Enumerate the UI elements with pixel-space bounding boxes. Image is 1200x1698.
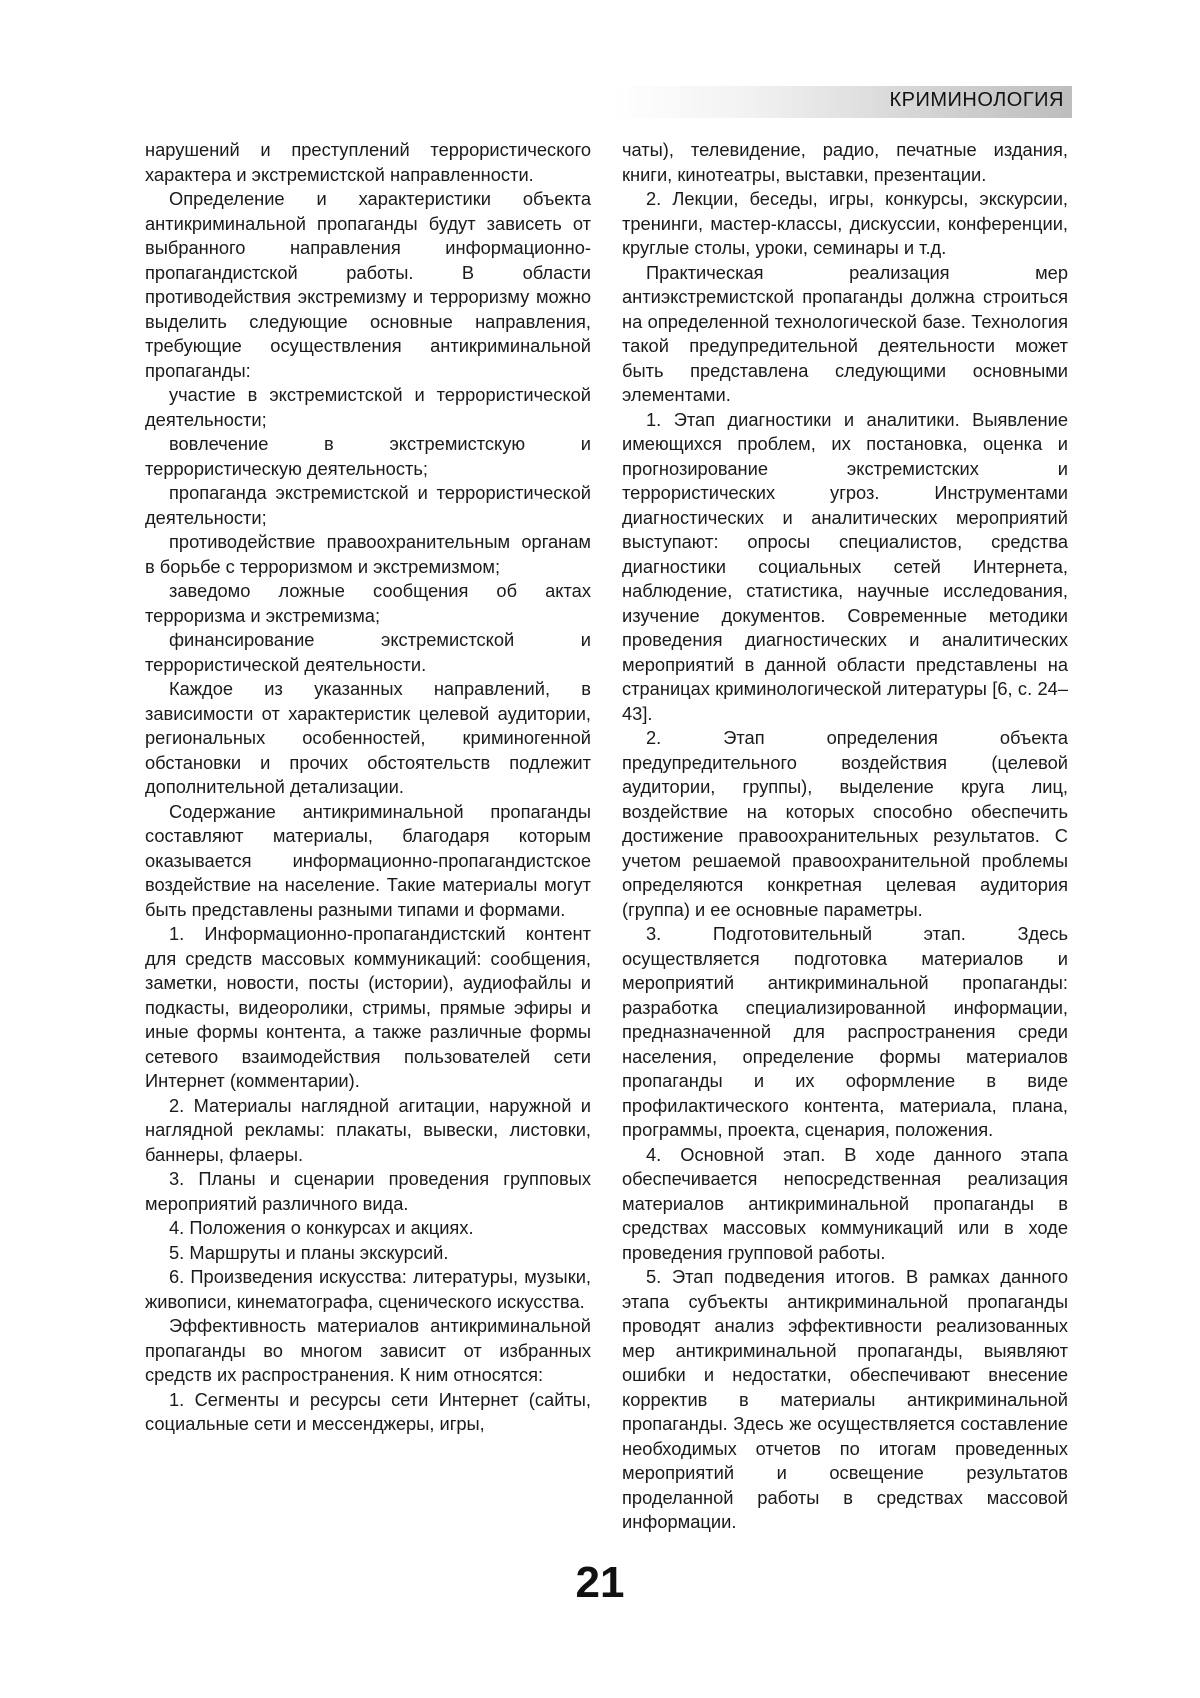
list-item: пропаганда экстремистской и террористической деятельности;: [145, 482, 591, 528]
list-item: вовлечение в экстремистскую и террористическую деятельность;: [145, 433, 591, 479]
list-item: 5. Маршруты и планы экскурсий.: [169, 1241, 449, 1263]
list-item: участие в экстремистской и террористической деятельности;: [145, 384, 591, 430]
section-title: КРИМИНОЛОГИЯ: [889, 89, 1064, 111]
paragraph: Эффективность материалов антикриминальной пропаганды во многом зависит от избранных средств их распространения. К ним относятся:: [145, 1315, 591, 1385]
page-number: 21: [575, 1558, 625, 1607]
list-item: 1. Этап диагностики и аналитики. Выявление имеющихся проблем, их постановка, оценка и прогнозирование экстремистских и террористических угроз. Инструментами диагностических и аналитических мероприятий выступают: опросы специалистов, средства диагностики социальных сетей Интернета, наблюдение, статистика, научные исследования, изучение документов. Современные методики проведения диагностических и аналитических мероприятий в данной области представлены на страницах криминологической литературы [6, с. 24–43].: [622, 408, 1068, 724]
paragraph: Определение и характеристики объекта антикриминальной пропаганды будут зависеть от выбранного направления информационно-пропагандистской работы. В области противодействия экстремизму и терроризму можно выделить следующие основные направления, требующие осуществления антикриминальной пропаганды:: [145, 188, 591, 381]
list-item: 3. Планы и сценарии проведения групповых мероприятий различного вида.: [145, 1168, 591, 1214]
list-item: 1. Сегменты и ресурсы сети Интернет (сайты, социальные сети и мессенджеры, игры,: [145, 1388, 591, 1434]
list-item: заведомо ложные сообщения об актах терроризма и экстремизма;: [145, 580, 591, 626]
list-item: 6. Произведения искусства: литературы, музыки, живописи, кинематографа, сценического искусства.: [145, 1266, 591, 1312]
list-item: 3. Подготовительный этап. Здесь осуществляется подготовка материалов и мероприятий антикриминальной пропаганды: разработка специализированной информации, предназначенной для распространения среди населения, определение формы материалов пропаганды и их оформление в виде профилактического контента, материала, плана, программы, проекта, сценария, положения.: [622, 923, 1068, 1140]
paragraph: Практическая реализация мер антиэкстремистской пропаганды должна строиться на определенной технологической базе. Технология такой предупредительной деятельности может быть представлена следующими основными элементами.: [622, 261, 1068, 405]
list-item: 5. Этап подведения итогов. В рамках данного этапа субъекты антикриминальной пропаганды проводят анализ эффективности реализованных мер антикриминальной пропаганды, выявляют ошибки и недостатки, обеспечивают внесение корректив в материалы антикриминальной пропаганды. Здесь же осуществляется составление необходимых отчетов по итогам проведенных мероприятий и освещение результатов проделанной работы в средствах массовой информации.: [622, 1266, 1068, 1532]
list-item: 1. Информационно-пропагандистский контент для средств массовых коммуникаций: сообщения, заметки, новости, посты (истории), аудиофайлы и подкасты, видеоролики, стримы, прямые эфиры и иные формы контента, а также различные формы сетевого взаимодействия пользователей сети Интернет (комментарии).: [145, 923, 591, 1091]
running-head: [612, 86, 1072, 118]
left-column: [145, 138, 591, 1437]
list-item: 2. Лекции, беседы, игры, конкурсы, экскурсии, тренинги, мастер-классы, дискуссии, конференции, круглые столы, уроки, семинары и т.д.: [622, 188, 1068, 258]
list-item: 4. Положения о конкурсах и акциях.: [169, 1217, 474, 1238]
paragraph: Каждое из указанных направлений, в зависимости от характеристик целевой аудитории, региональных особенностей, криминогенной обстановки и прочих обстоятельств подлежит дополнительной детализации.: [145, 678, 591, 797]
paragraph: нарушений и преступлений террористического характера и экстремистской направленности.: [145, 139, 591, 185]
list-item: финансирование экстремистской и террористической деятельности.: [145, 629, 591, 675]
list-item: 2. Этап определения объекта предупредительного воздействия (целевой аудитории, группы), выделение круга лиц, воздействие на которых способно обеспечить достижение правоохранительных результатов. С учетом решаемой правоохранительной проблемы определяются конкретная целевая аудитория (группа) и ее основные параметры.: [622, 727, 1068, 920]
list-item: противодействие правоохранительным органам в борьбе с терроризмом и экстремизмом;: [145, 531, 591, 577]
list-item: 4. Основной этап. В ходе данного этапа обеспечивается непосредственная реализация материалов антикриминальной пропаганды в средствах массовых коммуникаций или в ходе проведения групповой работы.: [622, 1143, 1068, 1263]
right-column: [622, 138, 1068, 1535]
paragraph: Содержание антикриминальной пропаганды составляют материалы, благодаря которым оказывается информационно-пропагандистское воздействие на население. Такие материалы могут быть представлены разными типами и формами.: [145, 800, 591, 920]
list-item: 2. Материалы наглядной агитации, наружной и наглядной рекламы: плакаты, вывески, листовки, баннеры, флаеры.: [145, 1094, 591, 1165]
paragraph: чаты), телевидение, радио, печатные издания, книги, кинотеатры, выставки, презентации.: [622, 139, 1068, 185]
